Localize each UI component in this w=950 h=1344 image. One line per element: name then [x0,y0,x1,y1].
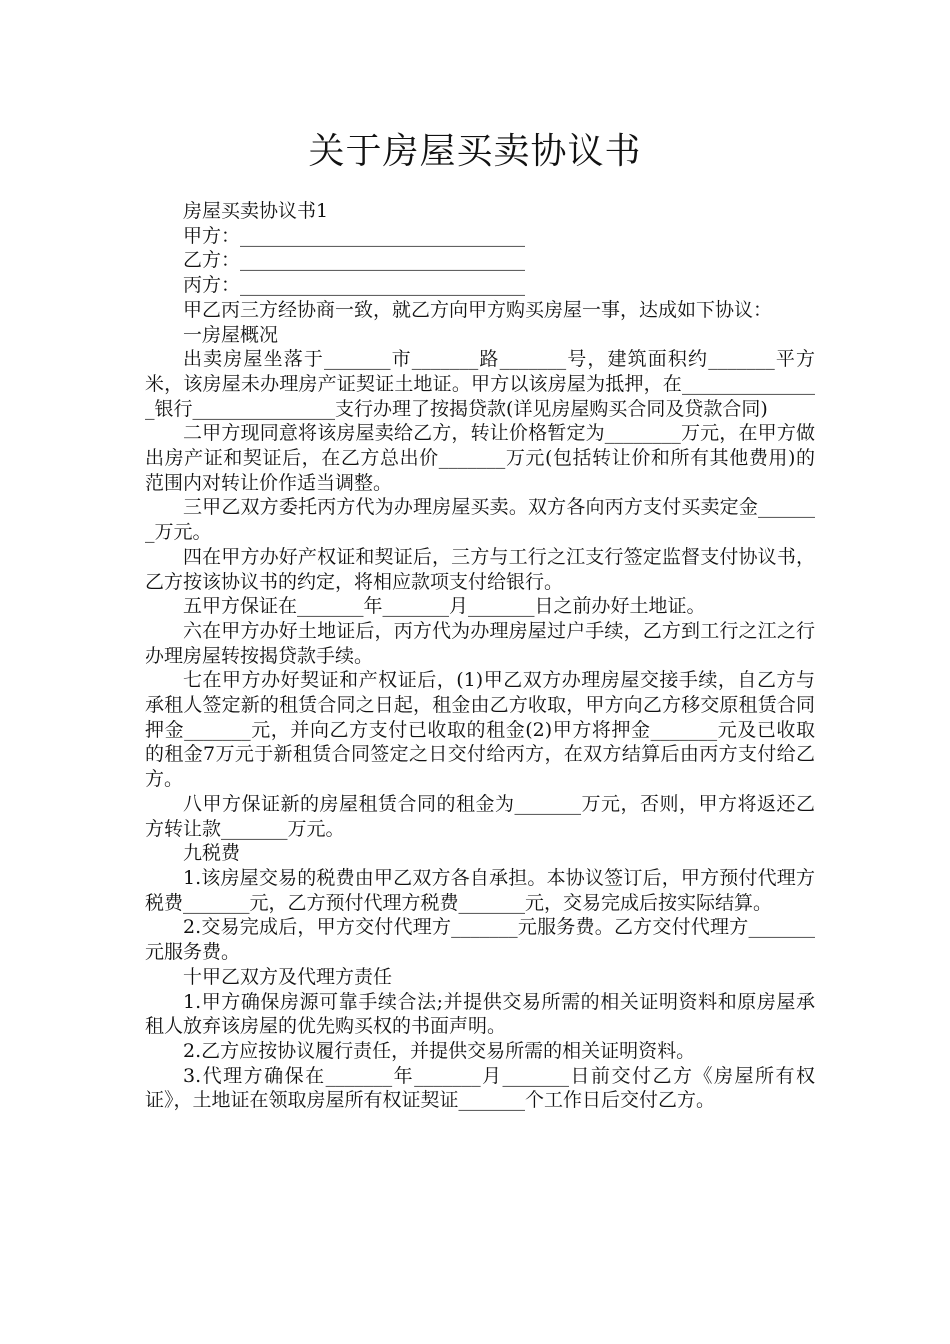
intro-paragraph: 甲乙丙三方经协商一致，就乙方向甲方购买房屋一事，达成如下协议： [183,298,773,321]
party-a-line: 甲方：______________________________ [183,224,526,247]
paragraph-duty-3: 3.代理方确保在_______年_______月_______日前交付乙方《房屋所有权证》，土地证在领取房屋所有权证契证_______个工作日后交付乙方。 [145,1064,815,1112]
section-heading-10: 十甲乙双方及代理方责任 [183,965,393,988]
document-title: 关于房屋买卖协议书 [308,131,642,172]
paragraph-tax-1: 1.该房屋交易的税费由甲乙双方各自承担。本协议签订后，甲方预付代理方税费_______元，乙方预付代理方税费_______元，交易完成后按实际结算。 [145,866,815,914]
section-heading-1: 一房屋概况 [183,323,279,346]
paragraph-clause-4: 四在甲方办好产权证和契证后，三方与工行之江支行签定监督支付协议书，乙方按该协议书的约定，将相应款项支付给银行。 [145,545,815,593]
paragraph-tax-2: 2.交易完成后，甲方交付代理方_______元服务费。乙方交付代理方_______元服务费。 [145,916,815,964]
paragraph-duty-2: 2.乙方应按协议履行责任，并提供交易所需的相关证明资料。 [183,1039,696,1062]
paragraph-clause-2: 二甲方现同意将该房屋卖给乙方，转让价格暂定为________万元，在甲方做出房产证和契证后，在乙方总出价_______万元(包括转让价和所有其他费用)的范围内对转让价作适当调整。 [145,422,815,494]
paragraph-clause-3: 三甲乙双方委托丙方代为办理房屋买卖。双方各向丙方支付买卖定金_______万元。 [145,496,815,544]
party-b-line: 乙方：______________________________ [183,249,526,272]
document-body [145,199,815,1113]
paragraph-clause-5: 五甲方保证在_______年_______月_______日之前办好土地证。 [183,595,706,618]
paragraph-clause-8: 八甲方保证新的房屋租赁合同的租金为_______万元，否则，甲方将返还乙方转让款_______万元。 [145,792,815,840]
paragraph-property-details: 出卖房屋坐落于_______市_______路_______号，建筑面积约_______平方米，该房屋未办理房产证契证土地证。甲方以该房屋为抵押，在_______________银行_______________支行办理了按揭贷款(详见房屋购买合同及贷款合同) [145,348,815,420]
paragraph-heading: 房屋买卖协议书1 [183,200,329,222]
paragraph-clause-6: 六在甲方办好土地证后，丙方代为办理房屋过户手续，乙方到工行之江之行办理房屋转按揭贷款手续。 [145,619,815,667]
section-heading-9: 九税费 [183,842,241,865]
paragraph-clause-7: 七在甲方办好契证和产权证后，(1)甲乙双方办理房屋交接手续，自乙方与承租人签定新的租赁合同之日起，租金由乙方收取，甲方向乙方移交原租赁合同押金_______元，并向乙方支付已收取的租金(2)甲方将押金_______元及已收取的租金7万元于新租赁合同签定之日交付给丙方，在双方结算后由丙方支付给乙方。 [145,669,815,791]
party-c-line: 丙方：______________________________ [183,274,526,297]
paragraph-duty-1: 1.甲方确保房源可靠手续合法;并提供交易所需的相关证明资料和原房屋承租人放弃该房屋的优先购买权的书面声明。 [145,990,815,1038]
